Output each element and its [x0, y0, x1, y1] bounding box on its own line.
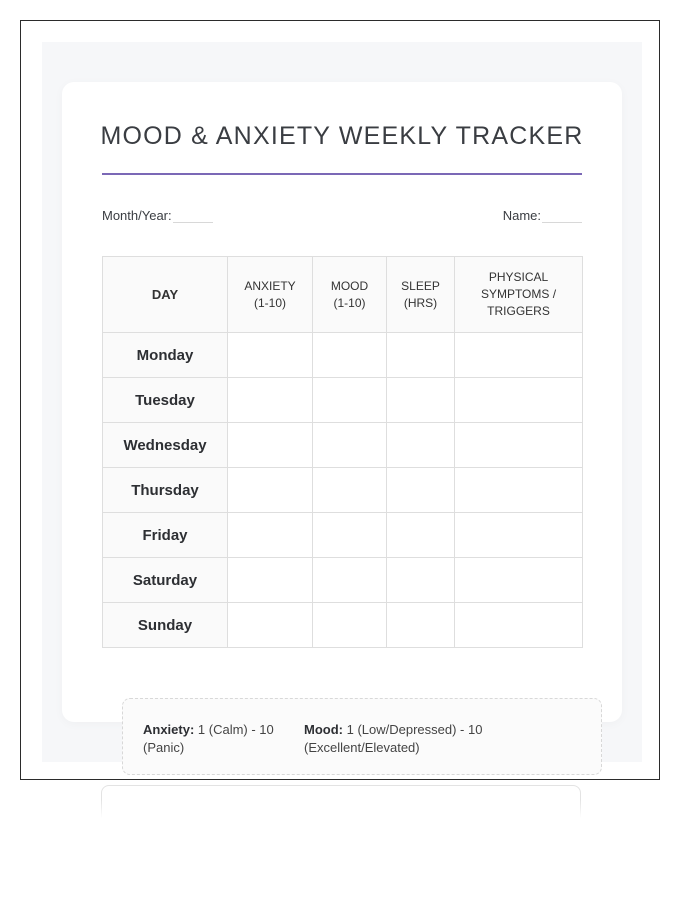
mood-cell[interactable] [313, 423, 387, 468]
table-row [103, 558, 583, 603]
mood-cell[interactable] [313, 333, 387, 378]
day-label: Tuesday [103, 378, 228, 423]
name-input[interactable] [542, 210, 582, 223]
page-frame [20, 20, 660, 780]
header-physical-symptoms: PHYSICAL SYMPTOMS / TRIGGERS [455, 257, 583, 333]
month-year-field [102, 208, 213, 223]
anxiety-cell[interactable] [228, 378, 313, 423]
anxiety-cell[interactable] [228, 558, 313, 603]
legend-anxiety-label: Anxiety: [143, 722, 195, 737]
table-header-row [103, 257, 583, 333]
name-field [503, 208, 582, 223]
symptoms-cell[interactable] [455, 603, 583, 648]
header-sleep: SLEEP (HRS) [387, 257, 455, 333]
symptoms-cell[interactable] [455, 423, 583, 468]
mood-cell[interactable] [313, 378, 387, 423]
sleep-cell[interactable] [387, 333, 455, 378]
month-year-input[interactable] [173, 210, 213, 223]
scale-legend [122, 698, 602, 775]
table-row [103, 423, 583, 468]
table-row [103, 513, 583, 558]
anxiety-cell[interactable] [228, 603, 313, 648]
day-label: Wednesday [103, 423, 228, 468]
legend-mood [304, 721, 504, 757]
table-row [103, 468, 583, 513]
page-title: MOOD & ANXIETY WEEKLY TRACKER [100, 122, 584, 150]
sleep-cell[interactable] [387, 378, 455, 423]
weekly-tracker-table [102, 256, 583, 648]
table-row [103, 378, 583, 423]
legend-anxiety-text: 1 (Calm) - 10 (Panic) [143, 722, 274, 755]
symptoms-cell[interactable] [455, 513, 583, 558]
day-label: Monday [103, 333, 228, 378]
header-mood: MOOD (1-10) [313, 257, 387, 333]
symptoms-cell[interactable] [455, 558, 583, 603]
table-row [103, 603, 583, 648]
anxiety-cell[interactable] [228, 513, 313, 558]
symptoms-cell[interactable] [455, 378, 583, 423]
title-divider [102, 173, 582, 175]
sleep-cell[interactable] [387, 603, 455, 648]
sleep-cell[interactable] [387, 423, 455, 468]
sleep-cell[interactable] [387, 558, 455, 603]
anxiety-cell[interactable] [228, 468, 313, 513]
header-anxiety: ANXIETY (1-10) [228, 257, 313, 333]
day-label: Sunday [103, 603, 228, 648]
day-label: Friday [103, 513, 228, 558]
legend-mood-label: Mood: [304, 722, 343, 737]
table-row [103, 333, 583, 378]
sleep-cell[interactable] [387, 468, 455, 513]
mood-cell[interactable] [313, 468, 387, 513]
tracker-card [62, 82, 622, 722]
day-label: Thursday [103, 468, 228, 513]
anxiety-cell[interactable] [228, 333, 313, 378]
symptoms-cell[interactable] [455, 333, 583, 378]
legend-mood-text: 1 (Low/Depressed) - 10 (Excellent/Elevated) [304, 722, 483, 755]
page-background [42, 42, 642, 762]
header-day: DAY [103, 257, 228, 333]
bottom-fade [95, 800, 590, 830]
sleep-cell[interactable] [387, 513, 455, 558]
mood-cell[interactable] [313, 558, 387, 603]
mood-cell[interactable] [313, 513, 387, 558]
month-year-label: Month/Year: [102, 208, 172, 223]
day-label: Saturday [103, 558, 228, 603]
legend-anxiety [143, 721, 293, 757]
mood-cell[interactable] [313, 603, 387, 648]
symptoms-cell[interactable] [455, 468, 583, 513]
name-label: Name: [502, 208, 541, 223]
anxiety-cell[interactable] [228, 423, 313, 468]
